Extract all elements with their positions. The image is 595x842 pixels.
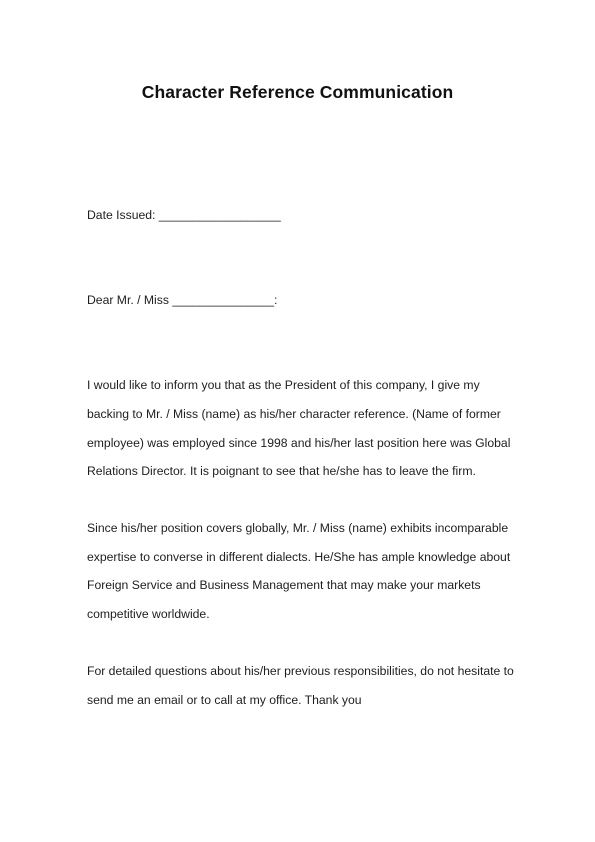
paragraph-line: competitive worldwide. [87, 607, 210, 621]
paragraph-line: expertise to converse in different dialects. He/She has ample knowledge about [87, 550, 511, 564]
salutation-line: Dear Mr. / Miss _______________: [87, 293, 278, 307]
date-issued-line: Date Issued: __________________ [87, 208, 281, 222]
paragraph-line: backing to Mr. / Miss (name) as his/her character reference. (Name of former [87, 407, 501, 421]
paragraph-line: Since his/her position covers globally, Mr. / Miss (name) exhibits incomparable [87, 521, 509, 535]
paragraph-line: Relations Director. It is poignant to see that he/she has to leave the firm. [87, 464, 476, 478]
document-title: Character Reference Communication [141, 82, 454, 102]
paragraph-line: For detailed questions about his/her previous responsibilities, do not hesitate to [87, 664, 514, 678]
paragraph-line: send me an email or to call at my office. Thank you [87, 693, 362, 707]
paragraph-line: I would like to inform you that as the President of this company, I give my [87, 378, 480, 392]
paragraph-line: employee) was employed since 1998 and his/her last position here was Global [87, 436, 511, 450]
paragraph-line: Foreign Service and Business Management that may make your markets [87, 578, 481, 592]
